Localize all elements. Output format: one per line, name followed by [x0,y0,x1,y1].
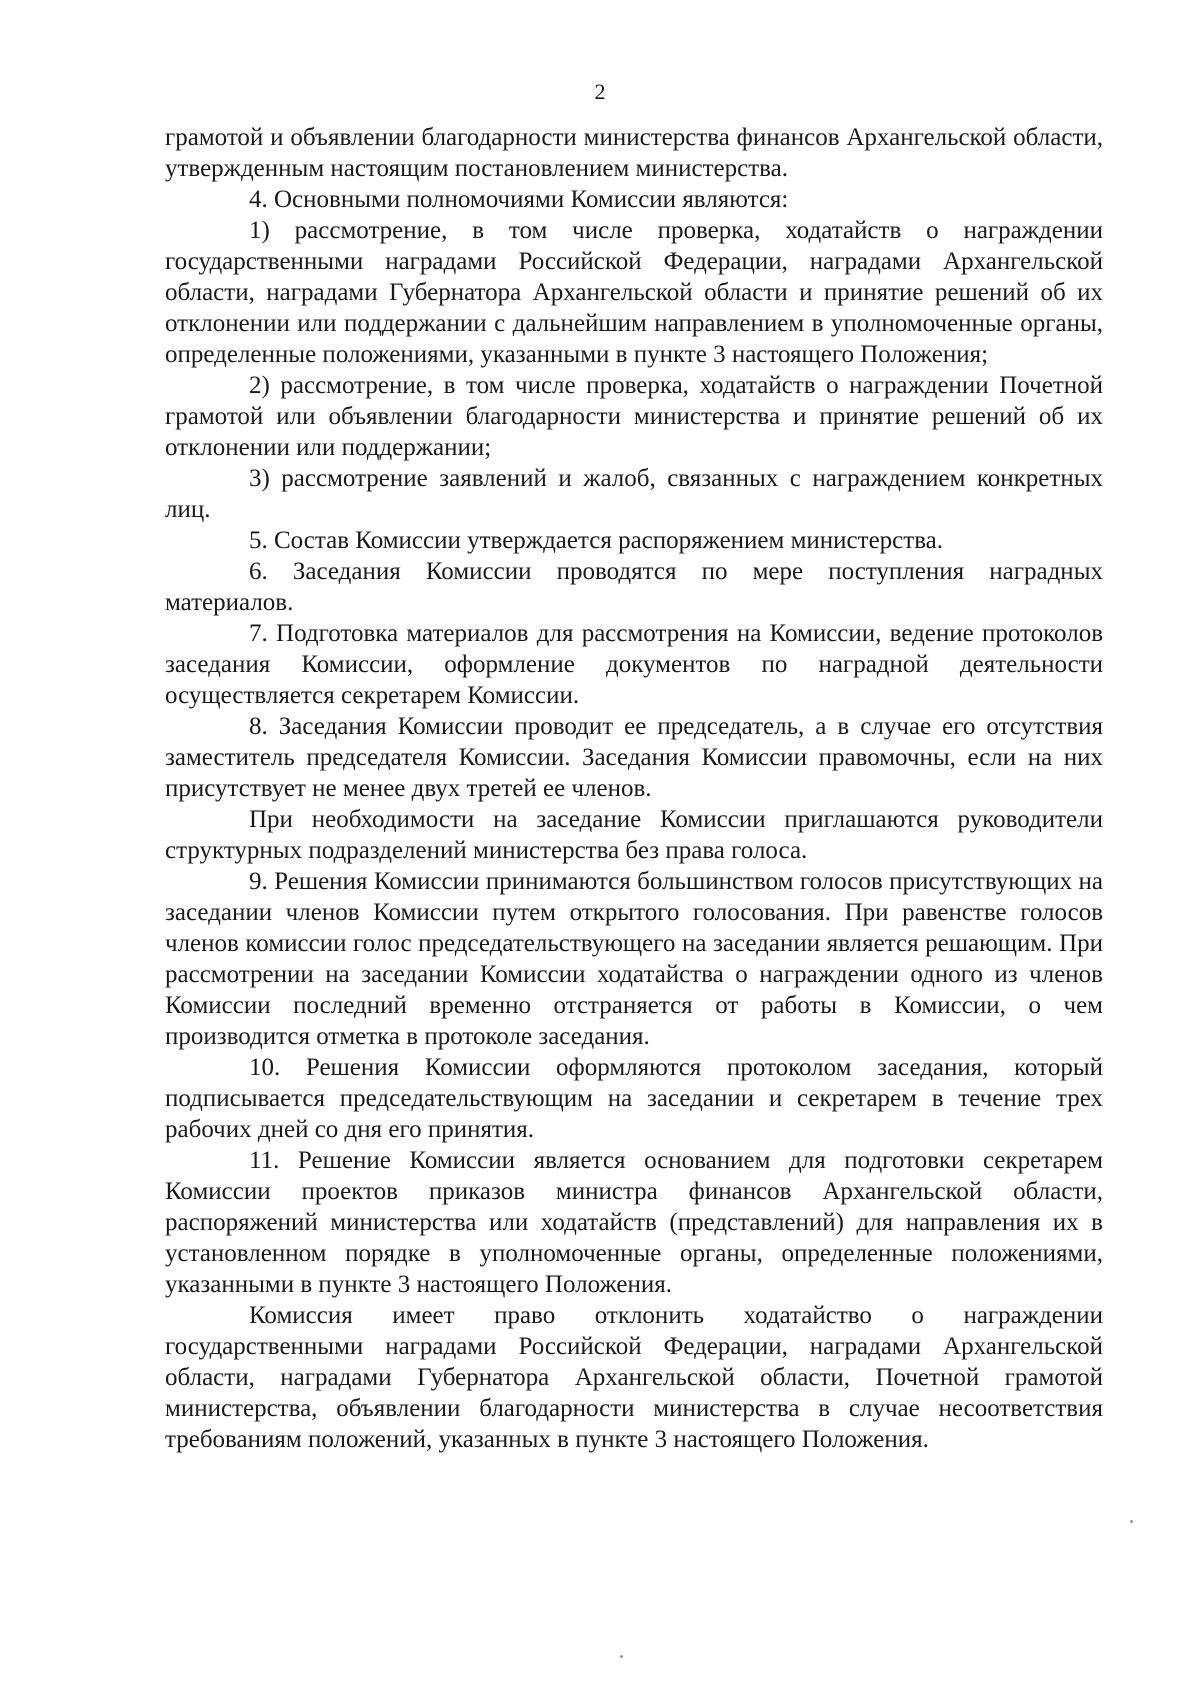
paragraph-item-8: 8. Заседания Комиссии проводит ее председатель, а в случае его отсутствия заместитель председателя Комиссии. Заседания Комиссии правомочны, если на них присутствует не менее двух третей ее членов. [165,713,1103,802]
paragraph-subitem-3: 3) рассмотрение заявлений и жалоб, связанных с награждением конкретных лиц. [165,465,1103,523]
page-number: 2 [594,79,606,104]
paragraph-item-6: 6. Заседания Комиссии проводятся по мере поступления наградных материалов. [165,558,1103,616]
paragraph-item-5: 5. Состав Комиссии утверждается распоряжением министерства. [249,527,944,554]
document-body [165,122,1103,1455]
paragraph-subitem-1: 1) рассмотрение, в том числе проверка, ходатайств о награждении государственными наградами Российской Федерации, наградами Архангельской области, наградами Губернатора Архангельской области и принятие решений об их отклонении или поддержании с дальнейшим направлением в уполномоченные органы, определенные положениями, указанными в пункте 3 настоящего Положения; [165,217,1103,368]
paragraph-item-9: 9. Решения Комиссии принимаются большинством голосов присутствующих на заседании членов Комиссии путем открытого голосования. При равенстве голосов членов комиссии голос председательствующего на заседании является решающим. При рассмотрении на заседании Комиссии ходатайства о награждении одного из членов Комиссии последний временно отстраняется от работы в Комиссии, о чем производится отметка в протоколе заседания. [165,868,1103,1050]
scan-speck [1130,1520,1133,1523]
paragraph-item-10: 10. Решения Комиссии оформляются протоколом заседания, который подписывается председательствующим на заседании и секретарем в течение трех рабочих дней со дня его принятия. [165,1054,1103,1143]
paragraph-item-11: 11. Решение Комиссии является основанием для подготовки секретарем Комиссии проектов приказов министра финансов Архангельской области, распоряжений министерства или ходатайств (представлений) для направления их в установленном порядке в уполномоченные органы, определенные положениями, указанными в пункте 3 настоящего Положения. [165,1147,1103,1298]
paragraph-item-4: 4. Основными полномочиями Комиссии являются: [249,186,789,213]
paragraph-item-8-note: При необходимости на заседание Комиссии приглашаются руководители структурных подразделений министерства без права голоса. [165,806,1103,864]
paragraph-item-7: 7. Подготовка материалов для рассмотрения на Комиссии, ведение протоколов заседания Комиссии, оформление документов по наградной деятельности осуществляется секретарем Комиссии. [165,620,1103,709]
paragraph-item-11-note: Комиссия имеет право отклонить ходатайство о награждении государственными наградами Российской Федерации, наградами Архангельской области, наградами Губернатора Архангельской области, Почетной грамотой министерства, объявлении благодарности министерства в случае несоответствия требованиям положений, указанных в пункте 3 настоящего Положения. [165,1302,1103,1453]
paragraph-continuation: грамотой и объявлении благодарности министерства финансов Архангельской области, утвержденным настоящим постановлением министерства. [165,124,1103,182]
paragraph-subitem-2: 2) рассмотрение, в том числе проверка, ходатайств о награждении Почетной грамотой или объявлении благодарности министерства и принятие решений об их отклонении или поддержании; [165,372,1103,461]
scan-speck [620,1655,623,1658]
